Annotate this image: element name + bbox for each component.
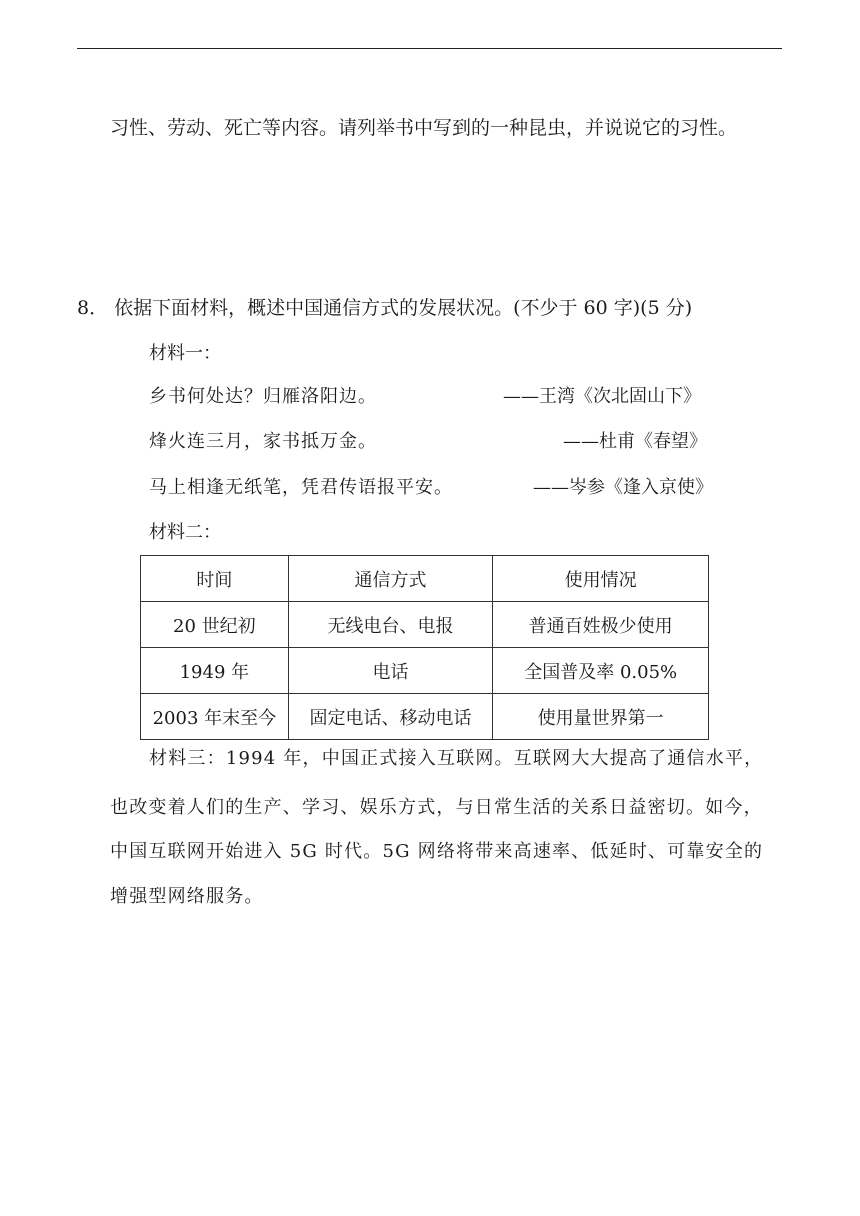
table-row: [141, 602, 709, 648]
table-row: [141, 648, 709, 694]
table-cell: 1949 年: [141, 648, 289, 694]
table-cell: 使用量世界第一: [493, 694, 709, 740]
communication-table: [140, 555, 709, 740]
poem-source: ——杜甫《春望》: [563, 431, 707, 452]
table-cell: 无线电台、电报: [288, 602, 493, 648]
material2-label: 材料二：: [149, 522, 221, 543]
material3-label: 材料三：: [149, 748, 226, 769]
table-cell: 固定电话、移动电话: [288, 694, 493, 740]
material3-line: 增强型网络服务。: [110, 886, 264, 907]
table-cell: 2003 年末至今: [141, 694, 289, 740]
poem-line: 烽火连三月，家书抵万金。: [149, 431, 377, 452]
question7-tail-text: 习性、劳动、死亡等内容。请列举书中写到的一种昆虫，并说说它的习性。: [110, 117, 738, 139]
poem-source: ——王湾《次北固山下》: [503, 386, 701, 407]
table-header: 使用情况: [493, 556, 709, 602]
table-row: [141, 694, 709, 740]
material3-line: 也改变着人们的生产、学习、娱乐方式，与日常生活的关系日益密切。如今，: [110, 797, 763, 818]
table-header-row: [141, 556, 709, 602]
table-header: 时间: [141, 556, 289, 602]
table-cell: 全国普及率 0.05%: [493, 648, 709, 694]
table-cell: 20 世纪初: [141, 602, 289, 648]
poem-line: 乡书何处达？归雁洛阳边。: [149, 386, 377, 407]
header-rule: [77, 48, 782, 49]
material3-line: [149, 747, 829, 771]
question-number: 8．: [77, 297, 109, 319]
table-cell: 电话: [288, 648, 493, 694]
question-text: 依据下面材料，概述中国通信方式的发展状况。(不少于 60 字)(5 分): [114, 297, 693, 319]
material3-text: 1994 年，中国正式接入互联网。互联网大大提高了通信水平，: [225, 748, 764, 769]
material3-line: 中国互联网开始进入 5G 时代。5G 网络将带来高速率、低延时、可靠安全的: [110, 841, 764, 862]
material1-label: 材料一：: [149, 343, 221, 364]
table-cell: 普通百姓极少使用: [493, 602, 709, 648]
table-header: 通信方式: [288, 556, 493, 602]
poem-source: ——岑参《逢入京使》: [533, 477, 713, 498]
poem-line: 马上相逢无纸笔，凭君传语报平安。: [149, 477, 453, 498]
question8-prompt: [77, 296, 692, 320]
